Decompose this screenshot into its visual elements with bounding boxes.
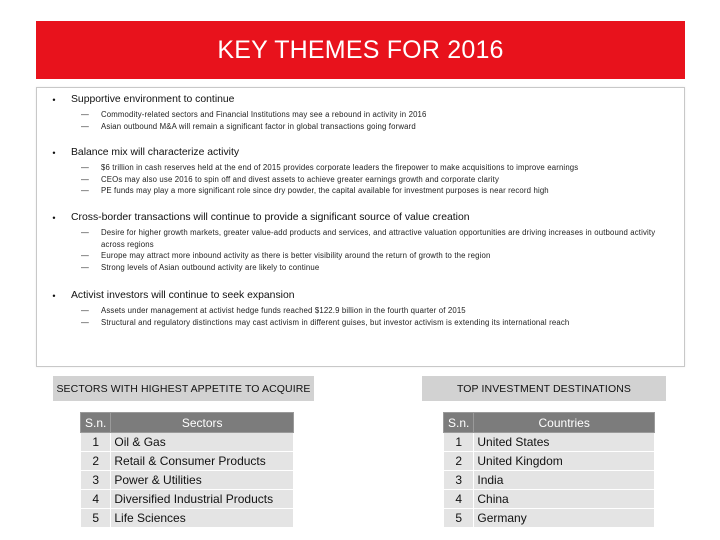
key-themes-box bbox=[36, 87, 685, 367]
cell-sector: Oil & Gas bbox=[111, 433, 294, 452]
cell-sn: 5 bbox=[444, 509, 474, 528]
theme-item bbox=[37, 211, 684, 273]
theme-point: — Strong levels of Asian outbound activity are likely to continue bbox=[37, 262, 684, 274]
sectors-panel-header: SECTORS WITH HIGHEST APPETITE TO ACQUIRE bbox=[53, 376, 314, 401]
theme-item bbox=[37, 289, 684, 328]
table-row bbox=[444, 433, 655, 452]
dash-icon: — bbox=[81, 163, 89, 172]
bullet-icon: • bbox=[52, 148, 56, 158]
dash-icon: — bbox=[81, 251, 89, 260]
dash-icon: — bbox=[81, 186, 89, 195]
cell-country: India bbox=[474, 471, 655, 490]
theme-point: — Desire for higher growth markets, greater value-add products and services, and attractive valuation opportunities are driving increases in outbound activity across regions bbox=[37, 227, 684, 250]
destinations-table bbox=[443, 412, 655, 528]
destinations-panel-header: TOP INVESTMENT DESTINATIONS bbox=[422, 376, 666, 401]
cell-sn: 3 bbox=[444, 471, 474, 490]
dash-icon: — bbox=[81, 306, 89, 315]
bullet-icon: • bbox=[52, 95, 56, 105]
table-header-row bbox=[81, 413, 294, 433]
cell-sn: 4 bbox=[81, 490, 111, 509]
table-row bbox=[444, 490, 655, 509]
cell-sn: 5 bbox=[81, 509, 111, 528]
dash-icon: — bbox=[81, 317, 89, 327]
theme-point: — Asian outbound M&A will remain a significant factor in global transactions going forward bbox=[37, 121, 684, 133]
theme-point: — $6 trillion in cash reserves held at the end of 2015 provides corporate leaders the firepower to make acquisitions to improve earnings bbox=[37, 162, 684, 174]
column-header-sn: S.n. bbox=[81, 413, 111, 433]
theme-point: — Europe may attract more inbound activity as there is better visibility around the return of growth to the region bbox=[37, 250, 684, 262]
dash-icon: — bbox=[81, 121, 89, 131]
cell-sn: 1 bbox=[444, 433, 474, 452]
theme-point: — CEOs may also use 2016 to spin off and divest assets to achieve greater earnings growth and corporate clarity bbox=[37, 174, 684, 186]
sectors-table bbox=[80, 412, 294, 528]
theme-heading: Supportive environment to continue bbox=[71, 94, 235, 105]
column-header-countries: Countries bbox=[474, 413, 655, 433]
table-row bbox=[444, 452, 655, 471]
bullet-icon: • bbox=[52, 291, 56, 301]
cell-sn: 2 bbox=[81, 452, 111, 471]
theme-point: — Commodity-related sectors and Financial Institutions may see a rebound in activity in 2016 bbox=[37, 109, 684, 121]
theme-heading: Cross-border transactions will continue to provide a significant source of value creation bbox=[71, 212, 470, 223]
dash-icon: — bbox=[81, 228, 89, 237]
table-row bbox=[81, 509, 294, 528]
dash-icon: — bbox=[81, 262, 89, 272]
slide-title: KEY THEMES FOR 2016 bbox=[36, 21, 685, 79]
cell-sector: Diversified Industrial Products bbox=[111, 490, 294, 509]
cell-sector: Power & Utilities bbox=[111, 471, 294, 490]
cell-country: United Kingdom bbox=[474, 452, 655, 471]
theme-point: — Assets under management at activist hedge funds reached $122.9 billion in the fourth quarter of 2015 bbox=[37, 305, 684, 317]
column-header-sn: S.n. bbox=[444, 413, 474, 433]
theme-item bbox=[37, 93, 684, 132]
cell-country: United States bbox=[474, 433, 655, 452]
bullet-icon: • bbox=[52, 213, 56, 223]
cell-sector: Life Sciences bbox=[111, 509, 294, 528]
table-row bbox=[81, 433, 294, 452]
theme-heading: Balance mix will characterize activity bbox=[71, 147, 240, 158]
cell-country: China bbox=[474, 490, 655, 509]
table-row bbox=[81, 452, 294, 471]
column-header-sectors: Sectors bbox=[111, 413, 294, 433]
cell-country: Germany bbox=[474, 509, 655, 528]
cell-sn: 1 bbox=[81, 433, 111, 452]
cell-sn: 3 bbox=[81, 471, 111, 490]
cell-sn: 4 bbox=[444, 490, 474, 509]
cell-sector: Retail & Consumer Products bbox=[111, 452, 294, 471]
dash-icon: — bbox=[81, 110, 89, 119]
table-header-row bbox=[444, 413, 655, 433]
theme-point: — Structural and regulatory distinctions may cast activism in different guises, but investor activism is extending its international reach bbox=[37, 317, 684, 329]
table-row bbox=[81, 490, 294, 509]
table-row bbox=[444, 471, 655, 490]
theme-heading: Activist investors will continue to seek expansion bbox=[71, 290, 295, 301]
table-row bbox=[81, 471, 294, 490]
dash-icon: — bbox=[81, 174, 89, 184]
theme-item bbox=[37, 146, 684, 197]
table-row bbox=[444, 509, 655, 528]
cell-sn: 2 bbox=[444, 452, 474, 471]
theme-point: — PE funds may play a more significant role since dry powder, the capital available for investment purposes is near record high bbox=[37, 185, 684, 197]
